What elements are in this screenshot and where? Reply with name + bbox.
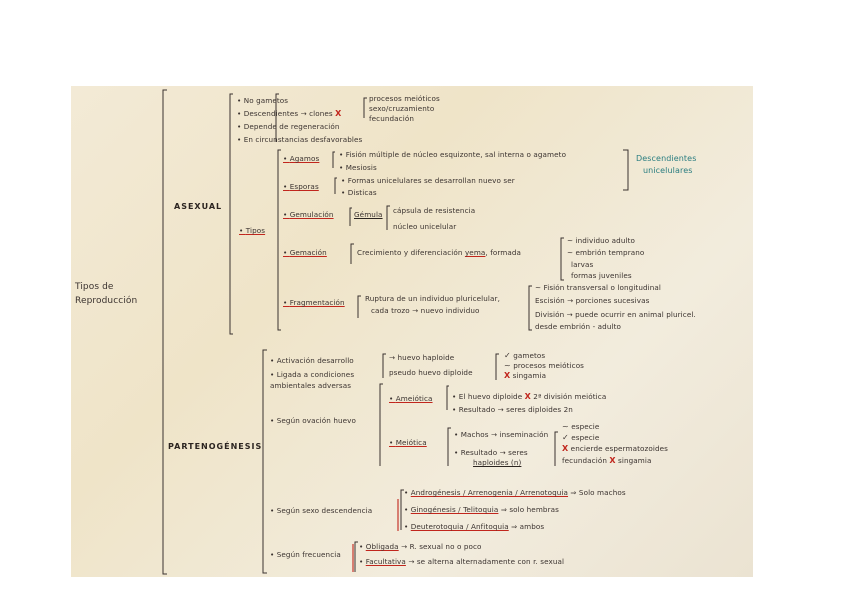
gametos-item-2: ~ procesos meióticos xyxy=(504,361,585,370)
descendientes-label-1: Descendientes xyxy=(636,154,697,163)
meiotica-item-3: X encierde espermatozoides xyxy=(562,444,669,453)
meiotica-item-4: fecundación X singamia xyxy=(562,456,652,465)
meiotica-item-1: ~ especie xyxy=(562,422,600,431)
agamos-desc-2: • Mesiosis xyxy=(339,163,377,172)
clones-x-mark: X xyxy=(335,109,342,118)
parteno-bullet-1: • Activación desarrollo xyxy=(270,356,354,365)
gemacion-item-4: formas juveniles xyxy=(571,271,632,280)
parteno-bullet-3: ambientales adversas xyxy=(270,381,352,390)
parteno-bullet-2: • Ligada a condiciones xyxy=(270,370,355,379)
frecuencia-label: • Según frecuencia xyxy=(270,550,341,559)
desc-item-2: • Ginogénesis / Telitoquia ⇒ solo hembras xyxy=(404,505,559,514)
frag-item-1: ~ Fisión transversal o longitudinal xyxy=(535,283,662,292)
desc-sexo-label: • Según sexo descendencia xyxy=(270,506,373,515)
gemula-label: Gémula xyxy=(354,210,383,219)
frag-item-3: División → puede ocurrir en animal pluricel. xyxy=(535,310,696,319)
gemacion-item-2: ~ embrión temprano xyxy=(567,248,645,257)
desc-item-3: • Deuterotoquia / Anfitoquia ⇒ ambos xyxy=(404,522,545,531)
fragmentacion-desc-1: Ruptura de un individuo pluricelular, xyxy=(365,294,500,303)
meiotica-desc-3: haploides (n) xyxy=(473,458,522,467)
gemulacion-label: • Gemulación xyxy=(283,210,334,219)
root-title-line2: Reproducción xyxy=(75,296,138,306)
gemacion-desc: Crecimiento y diferenciación yema, formada xyxy=(357,248,522,257)
partenogenesis-heading: PARTENOGÉNESIS xyxy=(168,442,263,451)
meiotica-label: • Meiótica xyxy=(389,438,427,447)
huevo-item-1: → huevo haploide xyxy=(389,353,455,362)
tipos-label: • Tipos xyxy=(239,226,266,235)
meiotica-desc-1: • Machos → inseminación xyxy=(454,430,549,439)
root-title-line1: Tipos de xyxy=(75,282,114,292)
esporas-desc-1: • Formas unicelulares se desarrollan nuevo ser xyxy=(341,176,515,185)
ameiotica-label: • Ameiótica xyxy=(389,394,433,403)
clones-item-2: sexo/cruzamiento xyxy=(369,104,435,113)
gemacion-item-1: ~ individuo adulto xyxy=(567,236,636,245)
meiotica-desc-2: • Resultado → seres xyxy=(454,448,528,457)
asexual-bullet-3: • Depende de regeneración xyxy=(237,122,340,131)
gemacion-item-3: larvas xyxy=(571,260,594,269)
meiotica-item-2: ✓ especie xyxy=(562,433,600,442)
fragmentacion-label: • Fragmentación xyxy=(283,298,345,307)
asexual-bullet-1: • No gametos xyxy=(237,96,289,105)
asexual-bullet-4: • En circunstancias desfavorables xyxy=(237,135,363,144)
frag-item-2: Escisión → porciones sucesivas xyxy=(535,296,650,305)
gemacion-label: • Gemación xyxy=(283,248,327,257)
concept-map-sheet xyxy=(71,86,753,577)
clones-item-1: procesos meióticos xyxy=(369,94,440,103)
fragmentacion-desc-2: cada trozo → nuevo individuo xyxy=(371,306,480,315)
frag-item-4: desde embrión - adulto xyxy=(535,322,621,331)
gametos-item-3: X singamia xyxy=(504,371,547,380)
gametos-item-1: ✓ gametos xyxy=(504,351,546,360)
asexual-bullet-2: • Descendientes → clones X xyxy=(237,109,342,118)
frec-item-2: • Facultativa → se alterna alternadamente con r. sexual xyxy=(359,557,565,566)
ameiotica-desc-2: • Resultado → seres diploides 2n xyxy=(452,405,573,414)
esporas-label: • Esporas xyxy=(283,182,319,191)
gemula-desc-2: núcleo unicelular xyxy=(393,222,457,231)
huevo-item-2: pseudo huevo diploide xyxy=(389,368,473,377)
frec-item-1: • Obligada → R. sexual no o poco xyxy=(359,542,482,551)
esporas-desc-2: • Disticas xyxy=(341,188,377,197)
desc-item-1: • Androgénesis / Arrenogenia / Arrenotoquia ⇒ Solo machos xyxy=(404,488,626,497)
gemula-desc-1: cápsula de resistencia xyxy=(393,206,476,215)
clones-item-3: fecundación xyxy=(369,114,414,123)
asexual-heading: ASEXUAL xyxy=(174,202,223,211)
agamos-desc-1: • Fisión múltiple de núcleo esquizonte, sal interna o agameto xyxy=(339,150,567,159)
agamos-label: • Agamos xyxy=(283,154,320,163)
ovacion-label: • Según ovación huevo xyxy=(270,416,357,425)
descendientes-label-2: unicelulares xyxy=(643,166,693,175)
ameiotica-desc-1: • El huevo diploide X 2ª división meiótica xyxy=(452,392,607,401)
